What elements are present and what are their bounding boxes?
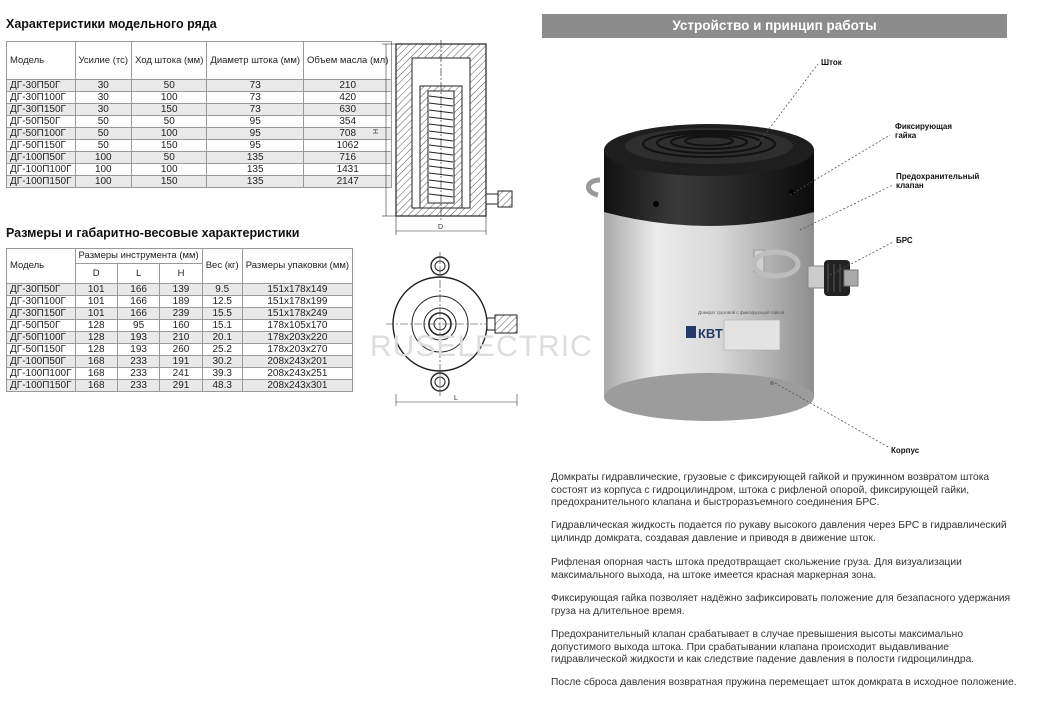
value-cell: 30	[75, 92, 132, 104]
value-cell: 160	[160, 320, 202, 332]
value-cell: 168	[75, 368, 117, 380]
value-cell: 48.3	[202, 380, 242, 392]
table2-title: Размеры и габаритно-весовые характеристики	[6, 226, 300, 240]
value-cell: 95	[117, 320, 159, 332]
value-cell: 193	[117, 344, 159, 356]
th-tool-dimensions: Размеры инструмента (мм)	[75, 249, 202, 264]
value-cell: 151x178x249	[242, 308, 352, 320]
value-cell: 50	[132, 116, 207, 128]
th-model: Модель	[7, 42, 76, 80]
callout-safety-valve-line1: Предохранительный	[896, 172, 980, 181]
th-weight: Вес (кг)	[202, 249, 242, 284]
th-model: Модель	[7, 249, 76, 284]
value-cell: 101	[75, 308, 117, 320]
model-cell: ДГ-100П150Г	[7, 380, 76, 392]
model-cell: ДГ-100П100Г	[7, 368, 76, 380]
callout-safety-valve-line2: клапан	[896, 181, 924, 190]
value-cell: 39.3	[202, 368, 242, 380]
value-cell: 25.2	[202, 344, 242, 356]
value-cell: 128	[75, 320, 117, 332]
paragraph-hydraulic-fluid: Гидравлическая жидкость подается по рукаву высокого давления через БРС в гидравлический цилиндр домкрата, создавая давление и приводя в движение шток.	[551, 520, 1007, 544]
model-cell: ДГ-30П100Г	[7, 92, 76, 104]
label-d: D	[438, 224, 444, 231]
value-cell: 208x243x201	[242, 356, 352, 368]
value-cell: 139	[160, 284, 202, 296]
value-cell: 193	[117, 332, 159, 344]
value-cell: 100	[132, 128, 207, 140]
value-cell: 100	[75, 164, 132, 176]
value-cell: 135	[207, 152, 304, 164]
value-cell: 95	[207, 128, 304, 140]
value-cell: 15.1	[202, 320, 242, 332]
table1-title: Характеристики модельного ряда	[6, 17, 217, 31]
value-cell: 716	[304, 152, 392, 164]
value-cell: 168	[75, 356, 117, 368]
model-cell: ДГ-30П50Г	[7, 80, 76, 92]
value-cell: 708	[304, 128, 392, 140]
th-stroke: Ход штока (мм)	[132, 42, 207, 80]
th-d: D	[75, 264, 117, 284]
value-cell: 73	[207, 92, 304, 104]
model-cell: ДГ-30П100Г	[7, 296, 76, 308]
value-cell: 50	[75, 140, 132, 152]
value-cell: 178x203x270	[242, 344, 352, 356]
value-cell: 30	[75, 80, 132, 92]
label-l: L	[454, 395, 458, 402]
label-h: H	[373, 128, 380, 134]
model-cell: ДГ-100П50Г	[7, 356, 76, 368]
value-cell: 150	[132, 140, 207, 152]
th-rod-diameter: Диаметр штока (мм)	[207, 42, 304, 80]
callout-lock-nut-line1: Фиксирующая	[895, 122, 953, 131]
value-cell: 101	[75, 284, 117, 296]
model-cell: ДГ-100П50Г	[7, 152, 76, 164]
model-cell: ДГ-50П100Г	[7, 332, 76, 344]
value-cell: 354	[304, 116, 392, 128]
value-cell: 166	[117, 284, 159, 296]
model-cell: ДГ-50П50Г	[7, 116, 76, 128]
model-cell: ДГ-30П150Г	[7, 308, 76, 320]
paragraph-return-spring: После сброса давления возвратная пружина перемещает шток домкрата в исходное положение.	[551, 677, 1017, 688]
watermark: RUSELECTRIC	[370, 330, 593, 363]
callout-rod: Шток	[821, 58, 842, 67]
kvt-logo: КВТ	[698, 326, 723, 341]
th-oil-volume: Объем масла (мл)	[304, 42, 392, 80]
value-cell: 101	[75, 296, 117, 308]
value-cell: 151x178x149	[242, 284, 352, 296]
value-cell: 420	[304, 92, 392, 104]
paragraph-lock-nut: Фиксирующая гайка позволяет надёжно зафиксировать положение для безапасного удержания груза на длительное время.	[551, 593, 1011, 617]
value-cell: 291	[160, 380, 202, 392]
value-cell: 210	[160, 332, 202, 344]
value-cell: 100	[132, 92, 207, 104]
th-force: Усилие (тс)	[75, 42, 132, 80]
value-cell: 50	[75, 116, 132, 128]
value-cell: 630	[304, 104, 392, 116]
value-cell: 73	[207, 104, 304, 116]
value-cell: 128	[75, 344, 117, 356]
value-cell: 178x105x170	[242, 320, 352, 332]
value-cell: 128	[75, 332, 117, 344]
value-cell: 50	[132, 80, 207, 92]
value-cell: 150	[132, 176, 207, 188]
value-cell: 135	[207, 176, 304, 188]
value-cell: 30	[75, 104, 132, 116]
value-cell: 100	[75, 152, 132, 164]
value-cell: 15.5	[202, 308, 242, 320]
paragraph-composition: Домкраты гидравлические, грузовые с фиксирующей гайкой и пружинном возвратом штока состоят из корпуса с гидроцилиндром, штока с рифленой опорой, фиксирующей гайки, предохранительного клапана и быстроразъемного соединения БРС.	[551, 472, 990, 509]
model-cell: ДГ-30П150Г	[7, 104, 76, 116]
value-cell: 151x178x199	[242, 296, 352, 308]
callout-lock-nut-line2: гайка	[895, 131, 917, 140]
paragraph-safety-valve: Предохранительный клапан срабатывает в случае превышения высоты максимально допустимого выхода штока. При срабатывании клапана происходит выдавливание гидравлической жидкости и как следствие падение давления в полости гидроцилиндра.	[551, 629, 975, 666]
value-cell: 260	[160, 344, 202, 356]
value-cell: 241	[160, 368, 202, 380]
value-cell: 1062	[304, 140, 392, 152]
value-cell: 233	[117, 368, 159, 380]
model-cell: ДГ-100П150Г	[7, 176, 76, 188]
value-cell: 210	[304, 80, 392, 92]
value-cell: 208x243x251	[242, 368, 352, 380]
value-cell: 20.1	[202, 332, 242, 344]
value-cell: 166	[117, 308, 159, 320]
value-cell: 233	[117, 380, 159, 392]
value-cell: 189	[160, 296, 202, 308]
value-cell: 100	[132, 164, 207, 176]
value-cell: 30.2	[202, 356, 242, 368]
value-cell: 100	[75, 176, 132, 188]
model-cell: ДГ-100П100Г	[7, 164, 76, 176]
model-cell: ДГ-50П100Г	[7, 128, 76, 140]
callout-quick-coupler: БРС	[896, 236, 913, 245]
value-cell: 73	[207, 80, 304, 92]
paragraph-ribbed-support: Рифленая опорная часть штока предотвращает скольжение груза. Для визуализации максимального выхода, на штоке имеется красная маркерная зона.	[551, 557, 962, 581]
value-cell: 208x243x301	[242, 380, 352, 392]
value-cell: 50	[75, 128, 132, 140]
model-cell: ДГ-30П50Г	[7, 284, 76, 296]
product-plate-text: Домкрат грузовой с фиксирующей гайкой	[698, 310, 785, 315]
value-cell: 239	[160, 308, 202, 320]
th-package-size: Размеры упаковки (мм)	[242, 249, 352, 284]
value-cell: 95	[207, 116, 304, 128]
value-cell: 191	[160, 356, 202, 368]
callout-body: Корпус	[891, 446, 920, 455]
value-cell: 50	[132, 152, 207, 164]
value-cell: 95	[207, 140, 304, 152]
value-cell: 135	[207, 164, 304, 176]
value-cell: 9.5	[202, 284, 242, 296]
value-cell: 2147	[304, 176, 392, 188]
value-cell: 166	[117, 296, 159, 308]
model-cell: ДГ-50П50Г	[7, 320, 76, 332]
section-title: Устройство и принцип работы	[542, 14, 1007, 38]
value-cell: 168	[75, 380, 117, 392]
value-cell: 12.5	[202, 296, 242, 308]
model-cell: ДГ-50П150Г	[7, 140, 76, 152]
value-cell: 233	[117, 356, 159, 368]
value-cell: 150	[132, 104, 207, 116]
th-l: L	[117, 264, 159, 284]
value-cell: 1431	[304, 164, 392, 176]
model-cell: ДГ-50П150Г	[7, 344, 76, 356]
value-cell: 178x203x220	[242, 332, 352, 344]
th-h: H	[160, 264, 202, 284]
